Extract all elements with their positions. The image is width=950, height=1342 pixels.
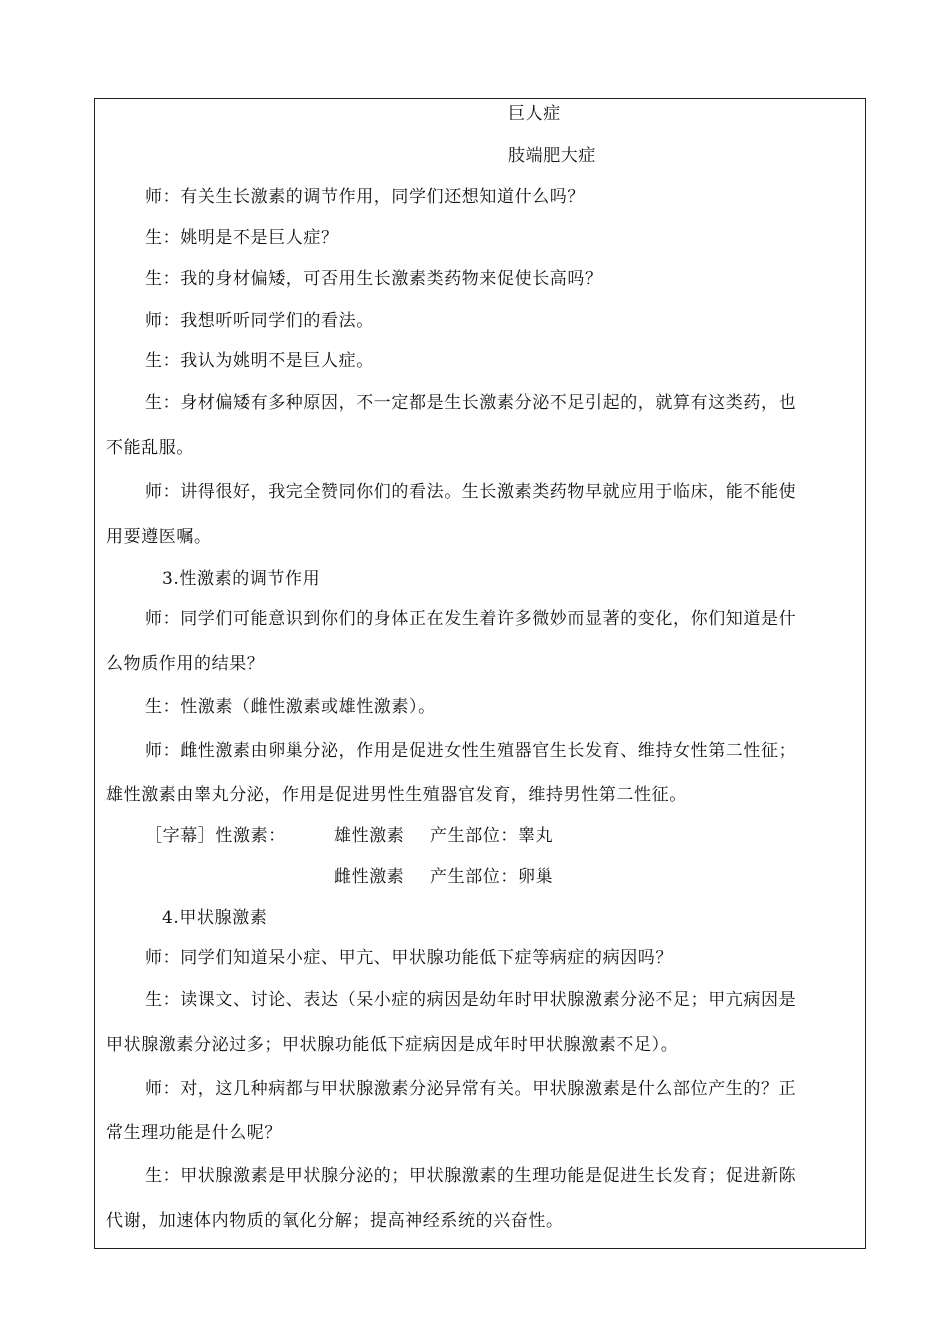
paragraph-line: 生：身材偏矮有多种原因，不一定都是生长激素分泌不足引起的，就算有这类药，也 [145, 393, 797, 413]
paragraph-line: 师：雌性激素由卵巢分泌，作用是促进女性生殖器官生长发育、维持女性第二性征； [145, 741, 797, 761]
paragraph-line: 么物质作用的结果？ [106, 654, 265, 674]
paragraph-line: 师：我想听听同学们的看法。 [145, 311, 374, 331]
paragraph-line: 生：读课文、讨论、表达（呆小症的病因是幼年时甲状腺激素分泌不足；甲亢病因是 [145, 990, 797, 1010]
paragraph-line: 不能乱服。 [106, 438, 194, 458]
paragraph-line: 师：同学们可能意识到你们的身体正在发生着许多微妙而显著的变化，你们知道是什 [145, 609, 797, 629]
paragraph-line: 生：我认为姚明不是巨人症。 [145, 351, 374, 371]
caption-male-hormone: 雄性激素 [334, 826, 405, 846]
caption-male-origin: 产生部位：睾丸 [430, 826, 554, 846]
paragraph-line: 师：有关生长激素的调节作用，同学们还想知道什么吗？ [145, 187, 585, 207]
paragraph-line: 雄性激素由睾丸分泌，作用是促进男性生殖器官发育，维持男性第二性征。 [106, 785, 687, 805]
paragraph-line: 师：讲得很好，我完全赞同你们的看法。生长激素类药物早就应用于临床，能不能使 [145, 482, 797, 502]
paragraph-line: 常生理功能是什么呢？ [106, 1123, 282, 1143]
section-heading-thyroid: 4.甲状腺激素 [162, 908, 268, 928]
heading-acromegaly: 肢端肥大症 [508, 146, 596, 166]
heading-giantism: 巨人症 [508, 104, 561, 124]
paragraph-line: 用要遵医嘱。 [106, 527, 212, 547]
paragraph-line: 生：我的身材偏矮，可否用生长激素类药物来促使长高吗？ [145, 269, 603, 289]
section-heading-sex-hormones: 3.性激素的调节作用 [162, 569, 321, 589]
caption-female-origin: 产生部位：卵巢 [430, 867, 554, 887]
paragraph-line: 师：对，这几种病都与甲状腺激素分泌异常有关。甲状腺激素是什么部位产生的？正 [145, 1079, 797, 1099]
paragraph-line: 师：同学们知道呆小症、甲亢、甲状腺功能低下症等病症的病因吗？ [145, 948, 673, 968]
paragraph-line: 甲状腺激素分泌过多；甲状腺功能低下症病因是成年时甲状腺激素不足）。 [106, 1035, 679, 1055]
caption-label: ［字幕］性激素： [145, 826, 286, 846]
caption-female-hormone: 雌性激素 [334, 867, 405, 887]
paragraph-line: 生：性激素（雌性激素或雄性激素）。 [145, 697, 436, 717]
paragraph-line: 生：姚明是不是巨人症？ [145, 228, 339, 248]
paragraph-line: 代谢，加速体内物质的氧化分解；提高神经系统的兴奋性。 [106, 1211, 564, 1231]
paragraph-line: 生：甲状腺激素是甲状腺分泌的；甲状腺激素的生理功能是促进生长发育；促进新陈 [145, 1166, 797, 1186]
